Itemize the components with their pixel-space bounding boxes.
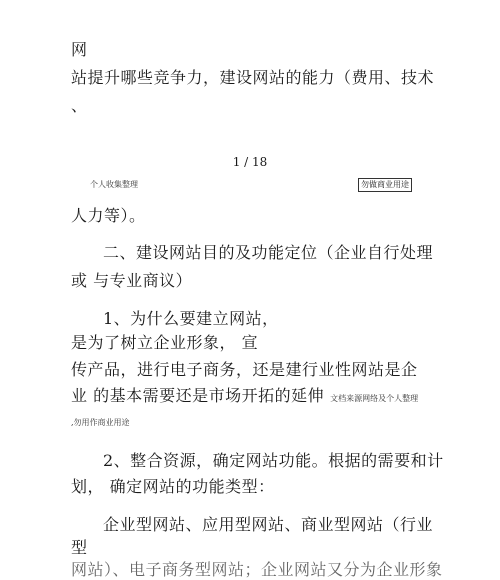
body-line-7 — [71, 386, 418, 409]
body-line-12: 型 — [71, 538, 88, 557]
body-line-3: 或 与专业商议） — [71, 271, 193, 290]
body-line-9: 2、整合资源，确定网站功能。根据的需要和计 — [103, 451, 444, 470]
usage-note: ,勿用作商业用途 — [71, 418, 130, 427]
body-line-2: 二、建设网站目的及功能定位（企业自行处理 — [103, 243, 434, 262]
body-line-7-text: 业 的基本需要还是市场开拓的延伸 — [71, 386, 325, 405]
body-line-1: 人力等）。 — [71, 206, 146, 225]
header-note: 个人收集整理 — [90, 180, 138, 189]
cutoff-line-container — [0, 556, 500, 579]
body-line-10: 划， 确定网站的功能类型： — [71, 477, 275, 496]
body-line-11: 企业型网站、应用型网站、商业型网站（行业 — [103, 515, 434, 534]
watermark-stamp: 勿做商业用途 — [358, 178, 412, 192]
page-number: 1 / 18 — [232, 155, 268, 169]
text-line-top-3: 、 — [71, 96, 88, 115]
text-line-top-2: 站提升哪些竞争力，建设网站的能力（费用、技术 — [71, 68, 435, 87]
text-line-top-1: 网 — [71, 40, 88, 59]
body-line-5: 是为了树立企业形象， 宣 — [71, 333, 259, 352]
body-line-4: 1、为什么要建立网站， — [103, 309, 279, 328]
body-line-6: 传产品，进行电子商务，还是建行业性网站是企 — [71, 360, 418, 379]
source-note: 文档来源网络及个人整理 — [330, 394, 419, 403]
body-line-13-cut: 网站）、电子商务型网站；企业网站又分为企业形象 — [71, 560, 443, 579]
